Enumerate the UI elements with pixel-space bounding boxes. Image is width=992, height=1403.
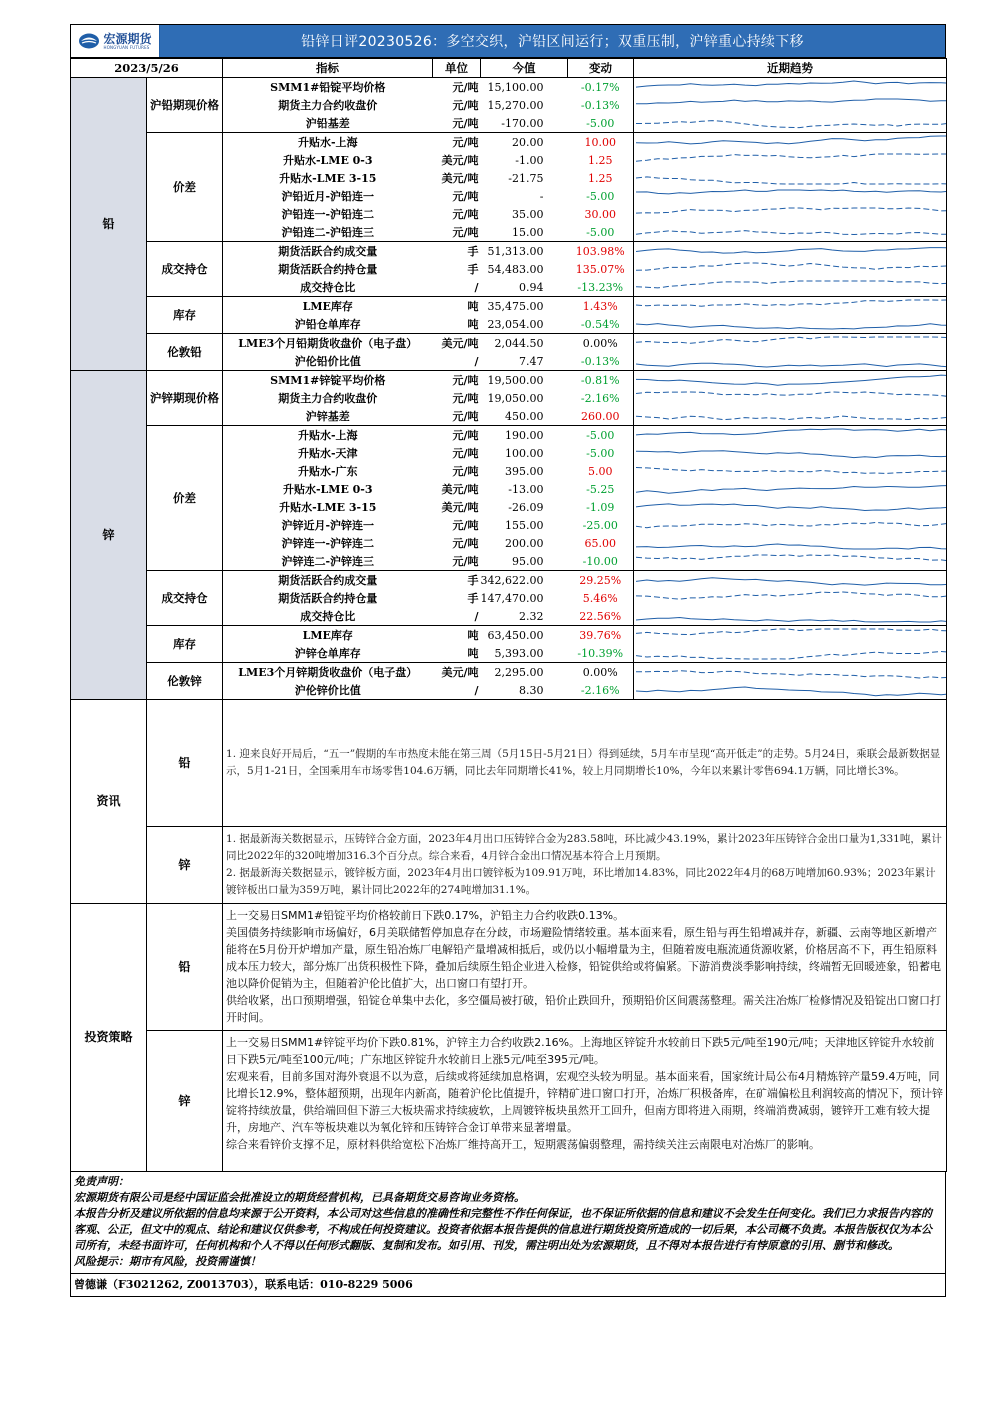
unit-cell: 美元/吨 [433, 663, 481, 682]
change-cell: -13.23% [577, 280, 624, 294]
change-cell: 65.00 [584, 536, 617, 550]
unit-cell: 吨 [467, 317, 479, 331]
change-cell: -5.00 [586, 189, 615, 203]
change-cell: 10.00 [568, 133, 634, 152]
change-cell: -5.00 [586, 225, 615, 239]
value-cell: 8.30 [519, 683, 544, 697]
trend-sparkline [636, 97, 947, 113]
table-row [71, 242, 947, 261]
unit-cell: 吨 [433, 626, 481, 645]
group-label: 伦敦锌 [147, 663, 223, 700]
trend-cell [634, 426, 947, 445]
group-label: 伦敦铅 [147, 334, 223, 371]
trend-cell [634, 96, 947, 114]
indicator-cell: 期货活跃合约成交量 [223, 242, 433, 261]
indicator-cell: 沪锌仓单库存 [294, 646, 361, 660]
trend-sparkline [636, 499, 947, 515]
unit-cell: 美元/吨 [441, 171, 479, 185]
change-cell: 39.76% [568, 626, 634, 645]
trend-cell [634, 114, 947, 133]
trend-sparkline [636, 553, 947, 569]
trend-cell [634, 169, 947, 187]
strategy-lead-label: 铅 [147, 904, 223, 1031]
trend-sparkline [636, 279, 947, 295]
unit-cell: 手 [433, 242, 481, 261]
disclaimer-line-1: 宏源期货有限公司是经中国证监会批准设立的期货经营机构，已具备期货交易咨询业务资格。 [74, 1191, 525, 1204]
trend-sparkline [636, 627, 947, 643]
value-cell: 20.00 [481, 133, 568, 152]
trend-cell [634, 644, 947, 663]
unit-cell: 手 [467, 262, 479, 276]
unit-cell: 元/吨 [452, 446, 479, 460]
change-cell: -2.16% [580, 391, 620, 405]
news-lead-label: 铅 [147, 700, 223, 827]
unit-cell: 手 [433, 571, 481, 590]
trend-cell [634, 480, 947, 498]
metal-label: 锌 [71, 371, 147, 700]
trend-cell [634, 589, 947, 607]
table-header-row [71, 59, 947, 78]
table-row [71, 78, 947, 97]
trend-sparkline [636, 206, 947, 222]
indicator-cell: 升贴水-广东 [297, 464, 358, 478]
change-cell: -1.09 [586, 500, 615, 514]
trend-cell [634, 626, 947, 645]
value-cell: 2.32 [519, 609, 544, 623]
trend-cell [634, 205, 947, 223]
unit-cell: / [474, 354, 479, 368]
unit-cell: / [474, 280, 479, 294]
trend-cell [634, 571, 947, 590]
trend-sparkline [636, 427, 947, 443]
value-cell: 23,054.00 [487, 317, 544, 331]
disclaimer-line-3: 风险提示：期市有风险，投资需谨慎！ [74, 1255, 261, 1268]
table-row [71, 334, 947, 353]
strategy-zinc-row [71, 1031, 947, 1172]
value-cell: -26.09 [508, 500, 544, 514]
indicator-cell: 沪锌基差 [305, 409, 350, 423]
indicator-table [70, 58, 947, 1172]
report-title: 铅锌日评20230526：多空交织，沪铅区间运行；双重压制，沪锌重心持续下移 [160, 25, 945, 57]
indicator-cell: LME库存 [223, 297, 433, 316]
change-cell: -25.00 [582, 518, 618, 532]
change-cell: -0.13% [580, 354, 620, 368]
value-cell: 2,044.50 [481, 334, 568, 353]
trend-sparkline [636, 390, 947, 406]
value-cell: 200.00 [505, 536, 544, 550]
value-cell: 100.00 [505, 446, 544, 460]
header-change: 变动 [568, 59, 634, 78]
change-cell: -0.81% [568, 371, 634, 390]
company-logo [71, 25, 160, 57]
metal-label: 铅 [71, 78, 147, 371]
indicator-cell: LME3个月铅期货收盘价（电子盘） [223, 334, 433, 353]
trend-cell [634, 187, 947, 205]
indicator-cell: 沪铅基差 [305, 116, 350, 130]
unit-cell: 元/吨 [452, 98, 479, 112]
header-indicator: 指标 [223, 59, 433, 78]
header-unit: 单位 [433, 59, 481, 78]
trend-cell [634, 151, 947, 169]
unit-cell: 元/吨 [452, 391, 479, 405]
change-cell: -5.00 [586, 446, 615, 460]
change-cell: -0.54% [580, 317, 620, 331]
value-cell: - [539, 189, 544, 203]
value-cell: -21.75 [508, 171, 544, 185]
report-banner [70, 24, 946, 58]
news-zinc-text: 1. 据最新海关数据显示，压铸锌合金方面，2023年4月出口压铸锌合金为283.58吨，环比减少43.19%，累计2023年压铸锌合金出口量为1,331吨，累计同比2022年的320吨增加316.3个百分点。综合来看，4月锌合金出口情况基本符合上月预期。 2. 据最新海关数据显示，镀锌板方面，2023年4月出口镀锌板为109.91万吨，环比增加14.83%，同比2022年4月的68万吨增加60.93%；2023年累计镀锌板出口量为359万吨，累计同比2022年的274吨增加31.1%。 [223, 827, 947, 904]
trend-sparkline [636, 682, 947, 698]
indicator-cell: LME库存 [223, 626, 433, 645]
value-cell: -13.00 [508, 482, 544, 496]
strategy-lead-text: 上一交易日SMM1#铅锭平均价格较前日下跌0.17%，沪铅主力合约收跌0.13%。 美国债务持续影响市场偏好，6月美联储暂停加息存在分歧，市场避险情绪较重。基本面来看，原生铅与再生铅增减并存，新疆、云南等地区新增产能将在5月份开炉增加产量，原生铅冶炼厂电解铅产量增减相抵后，或仍以小幅增量为主，但随着废电瓶流通货源收紧，价格居高不下，再生铅原料成本压力较大，部分炼厂出货积极性下降，叠加后续原生铅企业进入检修，铅锭供给或将偏紧。下游消费淡季影响持续，终端暂无回暖迹象，铅蓄电池以降价促销为主，但随着沪伦比值扩大，出口窗口有望打开。 供给收紧，出口预期增强，铅锭仓单集中去化，多空僵局被打破，铅价止跌回升，预期铅价区间震荡整理。需关注冶炼厂检修情况及铅锭出口窗口打开时间。 [223, 904, 947, 1031]
value-cell: 2,295.00 [481, 663, 568, 682]
value-cell: 450.00 [505, 409, 544, 423]
trend-cell [634, 534, 947, 552]
group-label: 成交持仓 [147, 242, 223, 297]
value-cell: 35.00 [512, 207, 544, 221]
value-cell: 155.00 [505, 518, 544, 532]
header-value: 今值 [481, 59, 568, 78]
indicator-cell: LME3个月锌期货收盘价（电子盘） [223, 663, 433, 682]
change-cell: -2.16% [580, 683, 620, 697]
trend-sparkline [636, 188, 947, 204]
trend-cell [634, 607, 947, 626]
unit-cell: 吨 [467, 646, 479, 660]
trend-cell [634, 242, 947, 261]
value-cell: 7.47 [519, 354, 544, 368]
trend-cell [634, 389, 947, 407]
group-label: 库存 [147, 626, 223, 663]
trend-sparkline [636, 79, 947, 95]
trend-sparkline [636, 243, 947, 259]
indicator-cell: SMM1#铅锭平均价格 [223, 78, 433, 97]
change-cell: 103.98% [568, 242, 634, 261]
disclaimer-line-2: 本报告分析及建议所依据的信息均来源于公开资料，本公司对这些信息的准确性和完整性不作任何保证，也不保证所依据的信息和建议不会发生任何变化。我们已力求报告内容的客观、公正，但文中的观点、结论和建议仅供参考，不构成任何投资建议。投资者依据本报告提供的信息进行期货投资所造成的一切后果，本公司概不负责。本报告版权仅为本公司所有，未经书面许可，任何机构和个人不得以任何形式翻版、复制和发布。如引用、刊发，需注明出处为宏源期货，且不得对本报告进行有悖原意的引用、删节和修改。 [74, 1207, 932, 1252]
report-page [70, 24, 946, 1297]
change-cell: 29.25% [568, 571, 634, 590]
value-cell: 0.94 [519, 280, 544, 294]
value-cell: 15,100.00 [481, 78, 568, 97]
trend-sparkline [636, 590, 947, 606]
unit-cell: 元/吨 [452, 409, 479, 423]
indicator-cell: 沪铅连二-沪铅连三 [281, 225, 375, 239]
trend-cell [634, 681, 947, 700]
trend-sparkline [636, 335, 947, 351]
change-cell: 0.00% [568, 663, 634, 682]
change-cell: 1.25 [588, 171, 613, 185]
header-trend: 近期趋势 [634, 59, 947, 78]
value-cell: 35,475.00 [481, 297, 568, 316]
indicator-cell: 期货主力合约收盘价 [278, 98, 378, 112]
trend-sparkline [636, 316, 947, 332]
change-cell: 260.00 [581, 409, 620, 423]
indicator-cell: 沪锌连一-沪锌连二 [281, 536, 375, 550]
unit-cell: 美元/吨 [441, 500, 479, 514]
indicator-cell: 沪锌近月-沪锌连一 [281, 518, 375, 532]
change-cell: -5.00 [568, 426, 634, 445]
change-cell: -10.00 [582, 554, 618, 568]
trend-cell [634, 407, 947, 426]
indicator-cell: 升贴水-天津 [297, 446, 358, 460]
disclaimer-block [70, 1172, 946, 1274]
change-cell: -5.00 [586, 116, 615, 130]
value-cell: -170.00 [501, 116, 544, 130]
news-lead-row [71, 700, 947, 827]
unit-cell: 吨 [433, 297, 481, 316]
news-zinc-label: 锌 [147, 827, 223, 904]
table-row [71, 426, 947, 445]
news-zinc-row [71, 827, 947, 904]
trend-cell [634, 78, 947, 97]
change-cell: 0.00% [568, 334, 634, 353]
indicator-cell: 成交持仓比 [300, 609, 356, 623]
change-cell: -0.17% [568, 78, 634, 97]
group-label: 库存 [147, 297, 223, 334]
change-cell: 30.00 [584, 207, 617, 221]
trend-sparkline [636, 408, 947, 424]
value-cell: 51,313.00 [481, 242, 568, 261]
table-row [71, 371, 947, 390]
unit-cell: 元/吨 [433, 426, 481, 445]
unit-cell: 元/吨 [452, 207, 479, 221]
trend-cell [634, 352, 947, 371]
table-row [71, 626, 947, 645]
trend-cell [634, 278, 947, 297]
unit-cell: 元/吨 [452, 189, 479, 203]
report-date: 2023/5/26 [71, 59, 223, 78]
unit-cell: / [474, 609, 479, 623]
table-row [71, 297, 947, 316]
trend-cell [634, 498, 947, 516]
trend-sparkline [636, 353, 947, 369]
unit-cell: 元/吨 [452, 554, 479, 568]
indicator-cell: 升贴水-LME 3-15 [279, 500, 377, 514]
strategy-zinc-text: 上一交易日SMM1#锌锭平均价下跌0.81%，沪锌主力合约收跌2.16%。上海地区锌锭升水较前日下跌5元/吨至190元/吨；天津地区锌锭升水较前日下跌5元/吨至100元/吨；广东地区锌锭升水较前日上涨5元/吨至395元/吨。 宏观来看，目前多国对海外衰退不以为意，后续或将延续加息格调，宏观空头较为明显。基本面来看，国家统计局公布4月精炼锌产量59.4万吨，同比增长12.9%，整体超预期，出现年内新高，随着沪伦比值提升，锌精矿进口窗口打开，冶炼厂积极备库，在矿端偏松且利润较高的情况下，预计锌锭将持续放量，供给端回但下游三大板块需求持续疲软，上周镀锌板块虽然开工回升，但南方即将进入雨期，终端消费减弱，镀锌开工难有较大提升，房地产、汽车等板块难以为氧化锌和压铸锌合金订单带来显著增量。 综合来看锌价支撑不足，原材料供给宽松下冶炼厂维持高开工，短期震荡偏弱整理，需持续关注云南限电对冶炼厂的影响。 [223, 1031, 947, 1172]
unit-cell: 元/吨 [452, 225, 479, 239]
trend-sparkline [636, 170, 947, 186]
group-label: 价差 [147, 133, 223, 242]
indicator-cell: 期货活跃合约持仓量 [278, 262, 378, 276]
trend-sparkline [636, 298, 947, 314]
trend-sparkline [636, 463, 947, 479]
trend-cell [634, 552, 947, 571]
indicator-cell: 升贴水-LME 0-3 [282, 482, 373, 496]
table-row [71, 663, 947, 682]
value-cell: 95.00 [512, 554, 544, 568]
disclaimer-title: 免责声明： [74, 1175, 129, 1188]
value-cell: 147,470.00 [480, 591, 544, 605]
trend-cell [634, 371, 947, 390]
trend-cell [634, 462, 947, 480]
group-label: 成交持仓 [147, 571, 223, 626]
unit-cell: 美元/吨 [441, 482, 479, 496]
change-cell: 22.56% [579, 609, 622, 623]
trend-sparkline [636, 608, 947, 624]
indicator-cell: 沪伦锌价比值 [294, 683, 361, 697]
indicator-cell: 期货活跃合约持仓量 [278, 591, 378, 605]
strategy-section-label: 投资策略 [71, 904, 147, 1172]
change-cell: 5.46% [582, 591, 618, 605]
change-cell: 135.07% [575, 262, 625, 276]
change-cell: -10.39% [577, 646, 624, 660]
unit-cell: 元/吨 [452, 518, 479, 532]
trend-cell [634, 663, 947, 682]
table-row [71, 571, 947, 590]
indicator-cell: 期货活跃合约成交量 [223, 571, 433, 590]
value-cell: 342,622.00 [481, 571, 568, 590]
indicator-cell: 沪锌连二-沪锌连三 [281, 554, 375, 568]
indicator-cell: 沪铅仓单库存 [294, 317, 361, 331]
trend-cell [634, 516, 947, 534]
indicator-cell: 沪铅连一-沪铅连二 [281, 207, 375, 221]
unit-cell: / [474, 683, 479, 697]
indicator-cell: 成交持仓比 [300, 280, 356, 294]
news-lead-text: 1. 迎来良好开局后，“五一”假期的车市热度未能在第三周（5月15日-5月21日）得到延续，5月车市呈现“高开低走”的走势。5月24日，乘联会最新数据显示，5月1-21日，全国乘用车市场零售104.6万辆，同比去年同期增长41%，较上月同期增长10%，今年以来累计零售694.1万辆，同比增长3%。 [223, 700, 947, 827]
unit-cell: 元/吨 [452, 464, 479, 478]
trend-sparkline [636, 572, 947, 588]
value-cell: 63,450.00 [481, 626, 568, 645]
trend-sparkline [636, 517, 947, 533]
indicator-cell: 沪铅近月-沪铅连一 [281, 189, 375, 203]
change-cell: 5.00 [588, 464, 613, 478]
value-cell: -1.00 [515, 153, 544, 167]
unit-cell: 美元/吨 [441, 153, 479, 167]
trend-sparkline [636, 535, 947, 551]
unit-cell: 元/吨 [452, 116, 479, 130]
value-cell: 5,393.00 [494, 646, 544, 660]
trend-cell [634, 223, 947, 242]
logo-mark-icon [78, 32, 100, 50]
unit-cell: 元/吨 [433, 371, 481, 390]
group-label: 价差 [147, 426, 223, 571]
trend-sparkline [636, 115, 947, 131]
indicator-cell: SMM1#锌锭平均价格 [223, 371, 433, 390]
news-section-label: 资讯 [71, 700, 147, 904]
value-cell: 190.00 [481, 426, 568, 445]
trend-cell [634, 444, 947, 462]
trend-sparkline [636, 664, 947, 680]
value-cell: 15.00 [512, 225, 544, 239]
trend-cell [634, 315, 947, 334]
trend-cell [634, 334, 947, 353]
unit-cell: 元/吨 [452, 536, 479, 550]
trend-sparkline [636, 372, 947, 388]
trend-cell [634, 260, 947, 278]
logo-text: 宏源期货 [103, 31, 152, 46]
change-cell: -0.13% [580, 98, 620, 112]
trend-cell [634, 297, 947, 316]
change-cell: 1.43% [568, 297, 634, 316]
group-label: 沪铅期现价格 [147, 78, 223, 133]
indicator-cell: 升贴水-上海 [223, 426, 433, 445]
trend-sparkline [636, 261, 947, 277]
trend-sparkline [636, 224, 947, 240]
trend-sparkline [636, 134, 947, 150]
value-cell: 54,483.00 [487, 262, 544, 276]
indicator-cell: 升贴水-LME 0-3 [282, 153, 373, 167]
value-cell: 395.00 [505, 464, 544, 478]
logo-subtext: HONGYUAN FUTURES [103, 44, 150, 50]
indicator-cell: 期货主力合约收盘价 [278, 391, 378, 405]
unit-cell: 手 [467, 591, 479, 605]
indicator-cell: 升贴水-LME 3-15 [279, 171, 377, 185]
strategy-lead-row [71, 904, 947, 1031]
trend-sparkline [636, 445, 947, 461]
change-cell: -5.25 [586, 482, 615, 496]
trend-cell [634, 133, 947, 152]
table-row [71, 133, 947, 152]
indicator-cell: 沪伦铅价比值 [294, 354, 361, 368]
group-label: 沪锌期现价格 [147, 371, 223, 426]
strategy-zinc-label: 锌 [147, 1031, 223, 1172]
trend-sparkline [636, 481, 947, 497]
value-cell: 19,050.00 [487, 391, 544, 405]
unit-cell: 美元/吨 [433, 334, 481, 353]
change-cell: 1.25 [588, 153, 613, 167]
unit-cell: 元/吨 [433, 78, 481, 97]
trend-sparkline [636, 152, 947, 168]
value-cell: 19,500.00 [481, 371, 568, 390]
indicator-cell: 升贴水-上海 [223, 133, 433, 152]
analyst-contact: 曾德谦（F3021262, Z0013703），联系电话：010-8229 5006 [70, 1274, 946, 1297]
trend-sparkline [636, 645, 947, 661]
unit-cell: 元/吨 [433, 133, 481, 152]
value-cell: 15,270.00 [487, 98, 544, 112]
